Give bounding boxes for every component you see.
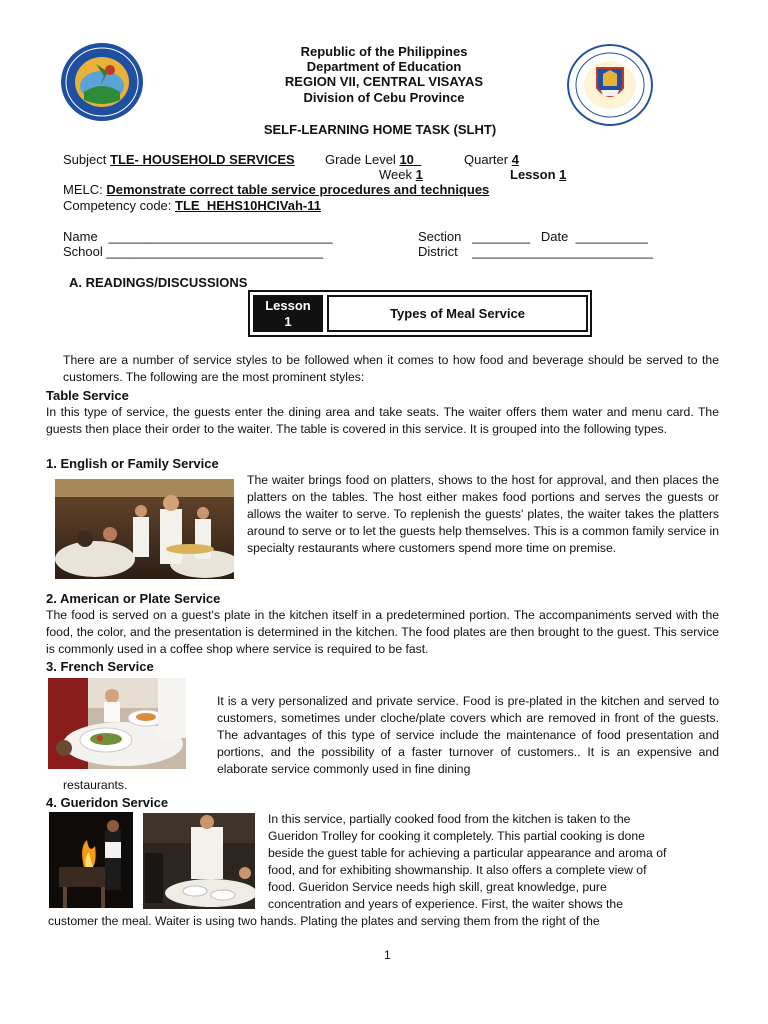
melc-row bbox=[63, 182, 489, 197]
quarter-row bbox=[464, 152, 519, 167]
english-service-photo bbox=[55, 479, 234, 579]
quarter-value: 4 bbox=[511, 152, 519, 167]
lesson-box-label-word: Lesson bbox=[265, 298, 311, 313]
competency-row bbox=[63, 198, 321, 213]
header-division: Division of Cebu Province bbox=[303, 90, 465, 105]
lesson-box-label-number: 1 bbox=[284, 314, 292, 329]
date-label: Date bbox=[540, 229, 569, 244]
table-service-paragraph: In this type of service, the guests enter the dining area and take seats. The waiter offers them water and menu card. The guests then place their order to the waiter. The table is covered in this service. It is grouped into the following types. bbox=[46, 405, 719, 436]
grade-value: 10 bbox=[399, 152, 414, 167]
gueridon-service-heading: 4. Gueridon Service bbox=[46, 795, 169, 810]
district-field[interactable]: _________________________ bbox=[472, 244, 653, 259]
week-row bbox=[379, 167, 423, 182]
section-field[interactable]: ________ bbox=[472, 229, 531, 244]
week-value: 1 bbox=[415, 167, 423, 182]
gueridon-line-1: In this service, partially cooked food from the kitchen is taken to the bbox=[268, 812, 631, 826]
intro-paragraph: There are a number of service styles to be followed when it comes to how food and beverage should be served to the customers. The following are the most prominent styles: bbox=[63, 353, 719, 384]
french-service-photo bbox=[48, 678, 186, 769]
school-row bbox=[63, 244, 323, 259]
header-department: Department of Education bbox=[306, 59, 462, 74]
school-field[interactable]: ______________________________ bbox=[106, 244, 324, 259]
gueridon-line-5: food. Gueridon Service needs high skill, great knowledge, pure bbox=[268, 880, 607, 894]
week-label: Week bbox=[379, 167, 412, 182]
lesson-box-label bbox=[253, 295, 323, 332]
subject-row bbox=[63, 152, 295, 167]
gueridon-line-7: customer the meal. Waiter is using two hands. Plating the plates and serving them from the right of the bbox=[48, 914, 600, 928]
quarter-label: Quarter bbox=[464, 152, 509, 167]
melc-label: MELC: bbox=[63, 182, 103, 197]
header-republic: Republic of the Philippines bbox=[300, 44, 468, 59]
grade-label: Grade Level bbox=[325, 152, 396, 167]
lesson-box-title: Types of Meal Service bbox=[327, 295, 588, 332]
name-label: Name bbox=[63, 229, 98, 244]
subject-value: TLE- HOUSEHOLD SERVICES bbox=[110, 152, 295, 167]
section-label: Section bbox=[418, 229, 462, 244]
gueridon-line-6: concentration and years of experience. First, the waiter shows the bbox=[268, 897, 623, 911]
gueridon-plating-photo bbox=[143, 813, 255, 909]
district-label: District bbox=[418, 244, 458, 259]
gueridon-flambe-photo bbox=[49, 812, 133, 908]
readings-heading: A. READINGS/DISCUSSIONS bbox=[69, 275, 248, 290]
gueridon-line-4: food, and for exhibiting showmanship. It also offers a complete view of bbox=[268, 863, 647, 877]
french-service-paragraph: It is a very personalized and private service. Food is pre-plated in the kitchen and served to customers, sometimes under cloche/plate covers which are removed in front of the guests. The advantages of this type of service include the maintenance of food presentation and portions, and the possibility of a faster turnover of customers.. It is an expensive and elaborate service commonly used in fine dining bbox=[217, 694, 719, 776]
english-service-paragraph: The waiter brings food on platters, shows to the host for approval, and then places the platters on the tables. The host either makes food portions and serves the guests or allows the waiter to serve. To replenish the guests' plates, the waiter takes the platters around to serve or to let the guests help themselves. This is a common family service in specialty restaurants where customers spend more time on premise. bbox=[247, 473, 719, 555]
english-service-heading: 1. English or Family Service bbox=[46, 456, 219, 471]
lesson-row bbox=[510, 167, 566, 182]
melc-value: Demonstrate correct table service procedures and techniques bbox=[106, 182, 490, 197]
american-service-heading: 2. American or Plate Service bbox=[46, 591, 221, 606]
name-field[interactable]: _______________________________ bbox=[108, 229, 333, 244]
grade-row bbox=[325, 152, 421, 167]
name-row bbox=[63, 229, 333, 244]
competency-value: TLE_HEHS10HCIVah-11 bbox=[175, 198, 321, 213]
lesson-title-box bbox=[248, 290, 592, 337]
section-row bbox=[418, 229, 648, 244]
district-row bbox=[418, 244, 653, 259]
page-number: 1 bbox=[384, 948, 391, 962]
lesson-value: 1 bbox=[559, 167, 567, 182]
subject-label: Subject bbox=[63, 152, 107, 167]
gueridon-line-3: beside the guest table for achieving a particular appearance and aroma of bbox=[268, 846, 667, 860]
date-field[interactable]: __________ bbox=[575, 229, 648, 244]
header-region: REGION VII, CENTRAL VISAYAS bbox=[284, 74, 484, 89]
american-service-paragraph: The food is served on a guest's plate in the kitchen itself in a predetermined portion. The accompaniments served with the food, the color, and the presentation is determined in the kitchen. The food plates are then brought to the guest. This service is commonly used in a coffee shop where service is required to be fast. bbox=[46, 608, 719, 656]
french-service-heading: 3. French Service bbox=[46, 659, 154, 674]
task-title: SELF-LEARNING HOME TASK (SLHT) bbox=[263, 122, 497, 137]
lesson-label: Lesson bbox=[510, 167, 556, 182]
table-service-heading: Table Service bbox=[46, 388, 129, 403]
gueridon-line-2: Gueridon Trolley for cooking it completely. This partial cooking is done bbox=[268, 829, 645, 843]
french-service-tail: restaurants. bbox=[63, 778, 128, 792]
competency-label: Competency code: bbox=[63, 198, 172, 213]
school-label: School bbox=[63, 244, 103, 259]
